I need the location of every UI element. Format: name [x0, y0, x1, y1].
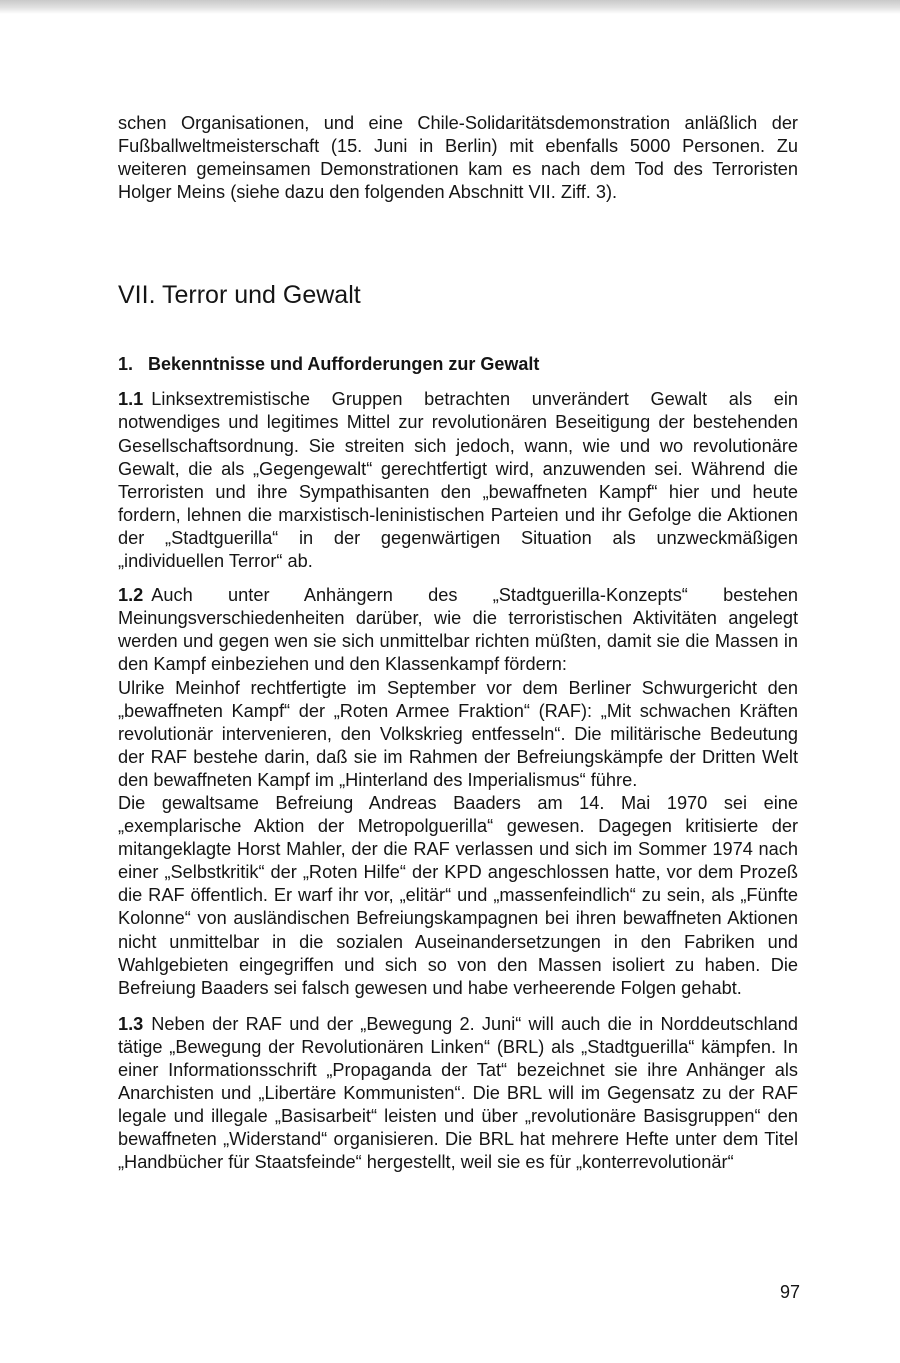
paragraph-text: Neben der RAF und der „Bewegung 2. Juni“ will auch die in Norddeutschland tätige „Bewegung der Revolutionären Linken“ (BRL) als „Stadtguerilla“ kämpfen. In einer Informationsschrift „Propaganda der Tat“ bezeichnet sie ihre Anhänger als Anarchisten und „Libertäre Kommunisten“. Die BRL will im Gegensatz zu der RAF legale und illegale „Basisarbeit“ leisten und über „revolutionäre Basisgruppen“ den bewaffneten „Widerstand“ organisieren. Die BRL hat mehrere Hefte unter dem Titel „Handbücher für Staatsfeinde“ hergestellt, weil sie es für „konterrevolutionär“	[118, 1013, 798, 1173]
paragraph-1-2	[118, 584, 798, 676]
paragraph-1-1	[118, 388, 798, 573]
intro-paragraph: schen Organisationen, und eine Chile-Solidaritätsdemonstration anläßlich der Fußballweltmeisterschaft (15. Juni in Berlin) mit ebenfalls 5000 Personen. Zu weiteren gemeinsamen Demonstrationen kam es nach dem Tod des Terroristen Holger Meins (siehe dazu den folgenden Abschnitt VII. Ziff. 3).	[118, 113, 798, 203]
paragraph-text: Auch unter Anhängern des „Stadtguerilla-Konzepts“ bestehen Meinungsverschiedenheiten darüber, wie die terroristischen Aktivitäten angelegt werden und gegen wen sie sich unmittelbar richten müßten, damit sie die Massen in den Kampf einbeziehen und den Klassenkampf fördern:	[118, 585, 798, 675]
section-number: 1.	[118, 354, 134, 375]
section-heading	[118, 353, 798, 375]
section-title: Bekenntnisse und Aufforderungen zur Gewalt	[148, 354, 540, 375]
page-number: 97	[779, 1282, 800, 1302]
paragraph-number: 1.2	[118, 585, 144, 606]
paragraph-text: Linksextremistische Gruppen betrachten unverändert Gewalt als ein notwendiges und legitimes Mittel zur revolutionären Beseitigung der bestehenden Gesellschaftsordnung. Sie streiten sich jedoch, wann, wie und wo revolutionäre Gewalt, die als „Gegengewalt“ gerechtfertigt wird, anzuwenden sei. Während die Terroristen und ihre Sympathisanten den „bewaffneten Kampf“ hier und heute fordern, lehnen die marxistisch-leninistischen Parteien und ihr Gefolge die Aktionen der „Stadtguerilla“ in der gegenwärtigen Situation als unzweckmäßigen „individuellen Terror“ ab.	[118, 389, 798, 572]
scan-top-edge	[0, 0, 900, 14]
document-page	[118, 112, 798, 1174]
chapter-heading: VII. Terror und Gewalt	[118, 281, 361, 310]
paragraph-number: 1.3	[118, 1013, 144, 1034]
paragraph-1-2-baader: Die gewaltsame Befreiung Andreas Baaders am 14. Mai 1970 sei eine „exemplarische Aktion der Metropolguerilla“ gewesen. Dagegen kritisierte der mitangeklagte Horst Mahler, der die RAF verlassen und sich im Sommer 1974 nach einer „Selbstkritik“ der „Roten Hilfe“ der KPD angeschlossen hatte, vor dem Prozeß die RAF öffentlich. Er warf ihr vor, „elitär“ und „massenfeindlich“ zu sein, als „Fünfte Kolonne“ von ausländischen Befreiungskampagnen bei ihren bewaffneten Aktionen nicht unmittelbar in die sozialen Auseinandersetzungen in den Fabriken und Wahlgebieten eingegriffen und sich so von den Massen isoliert zu haben. Die Befreiung Baaders sei falsch gewesen und habe verheerende Folgen gehabt.	[118, 792, 798, 998]
paragraph-1-3	[118, 1013, 798, 1175]
paragraph-1-2-meinhof: Ulrike Meinhof rechtfertigte im September vor dem Berliner Schwurgericht den „bewaffneten Kampf“ der „Roten Armee Fraktion“ (RAF): „Mit schwachen Kräften revolutionär intervenieren, den Volkskrieg entfesseln“. Die militärische Bedeutung der RAF bestehe darin, daß sie im Rahmen der Befreiungskämpfe der Dritten Welt den bewaffneten Kampf im „Hinterland des Imperialismus“ führe.	[118, 677, 798, 790]
paragraph-number: 1.1	[118, 389, 144, 410]
